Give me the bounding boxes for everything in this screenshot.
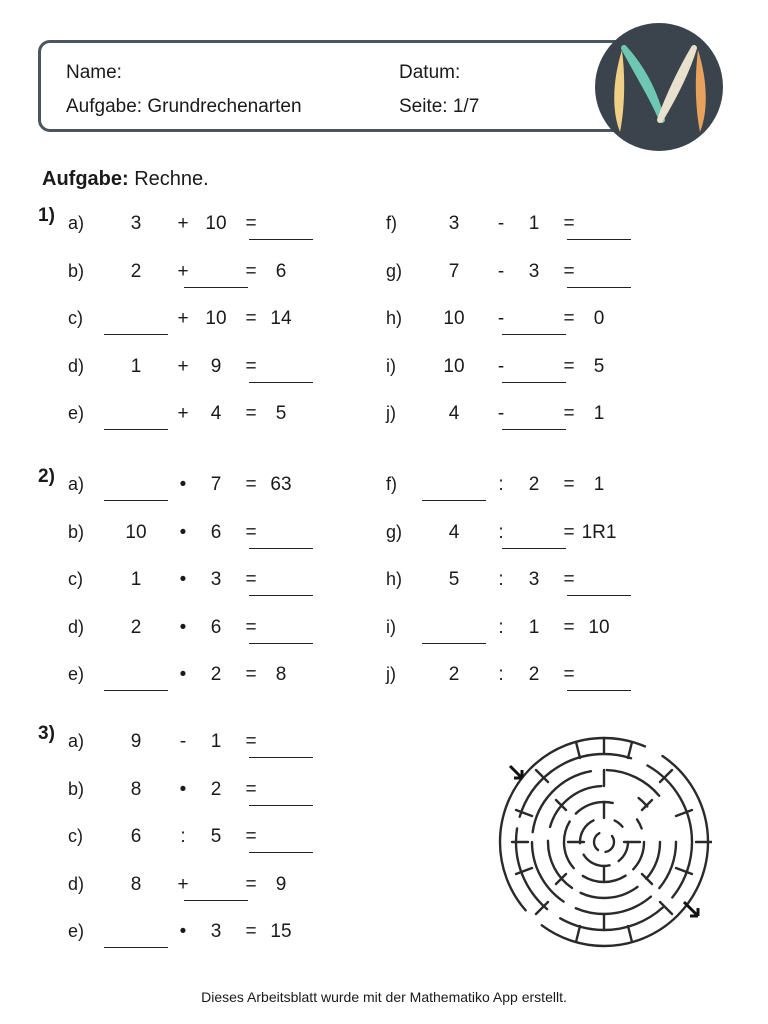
answer-blank[interactable] (249, 757, 313, 758)
problem-label: f) (386, 474, 397, 494)
number: 3 (210, 921, 222, 942)
answer-blank[interactable] (502, 429, 566, 430)
number: 5 (275, 403, 287, 424)
footer-note: Dieses Arbeitsblatt wurde mit der Mathematiko App erstellt. (201, 989, 567, 1005)
answer-blank[interactable] (567, 690, 631, 691)
number: 1R1 (581, 521, 617, 543)
number: 15 (270, 921, 292, 942)
number: 3 (130, 213, 142, 234)
problem-label: b) (68, 260, 85, 281)
number: 1 (593, 403, 605, 424)
number: 0 (593, 308, 605, 329)
operator: = (245, 403, 257, 424)
problem-label: g) (386, 521, 403, 542)
operator: • (179, 921, 187, 942)
number: 10 (205, 308, 227, 329)
problem-label: b) (68, 521, 85, 542)
operator: = (563, 521, 575, 543)
operator: + (177, 213, 189, 234)
operator: + (177, 308, 189, 329)
problem-label: a) (68, 474, 85, 494)
problem-label: e) (68, 664, 85, 684)
number: 2 (528, 474, 540, 495)
number: 3 (448, 213, 460, 234)
number: 3 (528, 260, 540, 282)
operator: - (179, 731, 187, 752)
number: 9 (275, 873, 287, 895)
mathematiko-logo (594, 22, 724, 152)
operator: = (245, 826, 257, 847)
name-label: Name: (66, 62, 122, 83)
problem-label: a) (68, 731, 85, 751)
task-label: Aufgabe: Grundrechenarten (66, 96, 302, 117)
operator: = (563, 569, 575, 590)
number: 14 (270, 308, 292, 329)
operator: = (245, 778, 257, 800)
datum-label: Datum: (399, 62, 461, 83)
problem-label: f) (386, 213, 397, 233)
operator: • (179, 474, 187, 495)
answer-blank[interactable] (422, 643, 486, 644)
arrow-icon-end (684, 902, 698, 916)
problem-label: d) (68, 355, 85, 376)
operator: + (177, 403, 189, 424)
problem-label: b) (68, 778, 85, 799)
answer-blank[interactable] (422, 500, 486, 501)
number: 10 (443, 355, 465, 377)
number: 7 (210, 474, 222, 495)
answer-blank[interactable] (567, 595, 631, 596)
header-box (38, 40, 658, 132)
number: 10 (125, 521, 147, 543)
section-number: 2) (38, 466, 55, 487)
number: 2 (210, 664, 222, 685)
operator: : (498, 616, 504, 638)
answer-blank[interactable] (184, 287, 248, 288)
problem-label: i) (386, 616, 396, 637)
operator: = (563, 616, 575, 638)
operator: - (497, 260, 505, 282)
operator: = (563, 308, 575, 329)
operator: = (563, 260, 575, 282)
operator: = (245, 521, 257, 543)
number: 2 (130, 260, 142, 282)
operator: : (498, 521, 504, 543)
problem-label: g) (386, 260, 403, 281)
instruction (42, 168, 209, 191)
number: 7 (448, 260, 460, 282)
operator: = (563, 403, 575, 424)
answer-blank[interactable] (502, 548, 566, 549)
number: 1 (130, 355, 142, 377)
number: 63 (270, 474, 292, 495)
number: 3 (528, 569, 540, 590)
operator: = (563, 664, 575, 685)
operator: - (497, 355, 505, 377)
answer-blank[interactable] (184, 900, 248, 901)
number: 8 (130, 778, 142, 800)
operator: = (245, 921, 257, 942)
problem-label: j) (386, 664, 396, 684)
number: 1 (528, 213, 540, 234)
operator: = (245, 308, 257, 329)
answer-blank[interactable] (249, 595, 313, 596)
answer-blank[interactable] (567, 287, 631, 288)
number: 5 (210, 826, 222, 847)
number: 4 (448, 403, 460, 424)
operator: = (245, 355, 257, 377)
operator: = (563, 213, 575, 234)
maze-puzzle (496, 730, 712, 950)
operator: • (179, 616, 187, 638)
number: 10 (588, 616, 610, 638)
number: 6 (275, 260, 287, 282)
answer-blank[interactable] (104, 429, 168, 430)
arrow-icon-start (510, 766, 522, 778)
problem-label: a) (68, 213, 85, 233)
operator: - (497, 308, 505, 329)
operator: = (245, 569, 257, 590)
number: 10 (443, 308, 465, 329)
instruction-label: Aufgabe: (42, 168, 129, 190)
answer-blank[interactable] (104, 334, 168, 335)
number: 5 (448, 569, 460, 590)
page-label: Seite: 1/7 (399, 96, 480, 117)
number: 9 (130, 731, 142, 752)
operator: = (245, 616, 257, 638)
number: 2 (528, 664, 540, 685)
number: 10 (205, 213, 227, 234)
answer-blank[interactable] (104, 500, 168, 501)
problem-label: c) (68, 569, 83, 589)
answer-blank[interactable] (104, 690, 168, 691)
operator: - (497, 403, 505, 424)
number: 6 (210, 616, 222, 638)
number: 1 (130, 569, 142, 590)
number: 1 (528, 616, 540, 638)
operator: = (245, 873, 257, 895)
problem-label: e) (68, 921, 85, 941)
number: 8 (130, 873, 142, 895)
answer-blank[interactable] (249, 805, 313, 806)
number: 4 (448, 521, 460, 543)
operator: + (177, 355, 189, 377)
operator: : (498, 474, 504, 495)
number: 6 (130, 826, 142, 847)
operator: = (245, 474, 257, 495)
problem-label: e) (68, 403, 85, 423)
number: 1 (593, 474, 605, 495)
answer-blank[interactable] (104, 947, 168, 948)
number: 2 (130, 616, 142, 638)
operator: : (180, 826, 186, 847)
operator: : (498, 664, 504, 685)
operator: = (245, 731, 257, 752)
answer-blank[interactable] (249, 382, 313, 383)
answer-blank[interactable] (502, 334, 566, 335)
operator: : (498, 569, 504, 590)
problem-label: i) (386, 355, 396, 376)
problem-label: c) (68, 826, 83, 846)
number: 4 (210, 403, 222, 424)
answer-blank[interactable] (249, 643, 313, 644)
operator: + (177, 260, 189, 282)
instruction-text: Rechne. (134, 168, 209, 190)
problem-label: d) (68, 616, 85, 637)
operator: = (245, 213, 257, 234)
section-number: 1) (38, 205, 55, 226)
problem-label: j) (386, 403, 396, 423)
number: 9 (210, 355, 222, 377)
number: 6 (210, 521, 222, 543)
number: 2 (448, 664, 460, 685)
operator: = (563, 474, 575, 495)
operator: = (563, 355, 575, 377)
operator: = (245, 260, 257, 282)
problem-label: d) (68, 873, 85, 894)
answer-blank[interactable] (249, 852, 313, 853)
operator: - (497, 213, 505, 234)
number: 1 (210, 731, 222, 752)
number: 8 (275, 664, 287, 685)
number: 2 (210, 778, 222, 800)
answer-blank[interactable] (249, 548, 313, 549)
number: 3 (210, 569, 222, 590)
operator: + (177, 873, 189, 895)
number: 5 (593, 355, 605, 377)
section-number: 3) (38, 723, 55, 744)
operator: • (179, 569, 187, 590)
problem-label: h) (386, 308, 403, 328)
operator: = (245, 664, 257, 685)
answer-blank[interactable] (567, 239, 631, 240)
problem-label: h) (386, 569, 403, 589)
operator: • (179, 521, 187, 543)
operator: • (179, 778, 187, 800)
problem-label: c) (68, 308, 83, 328)
answer-blank[interactable] (249, 239, 313, 240)
answer-blank[interactable] (502, 382, 566, 383)
operator: • (179, 664, 187, 685)
